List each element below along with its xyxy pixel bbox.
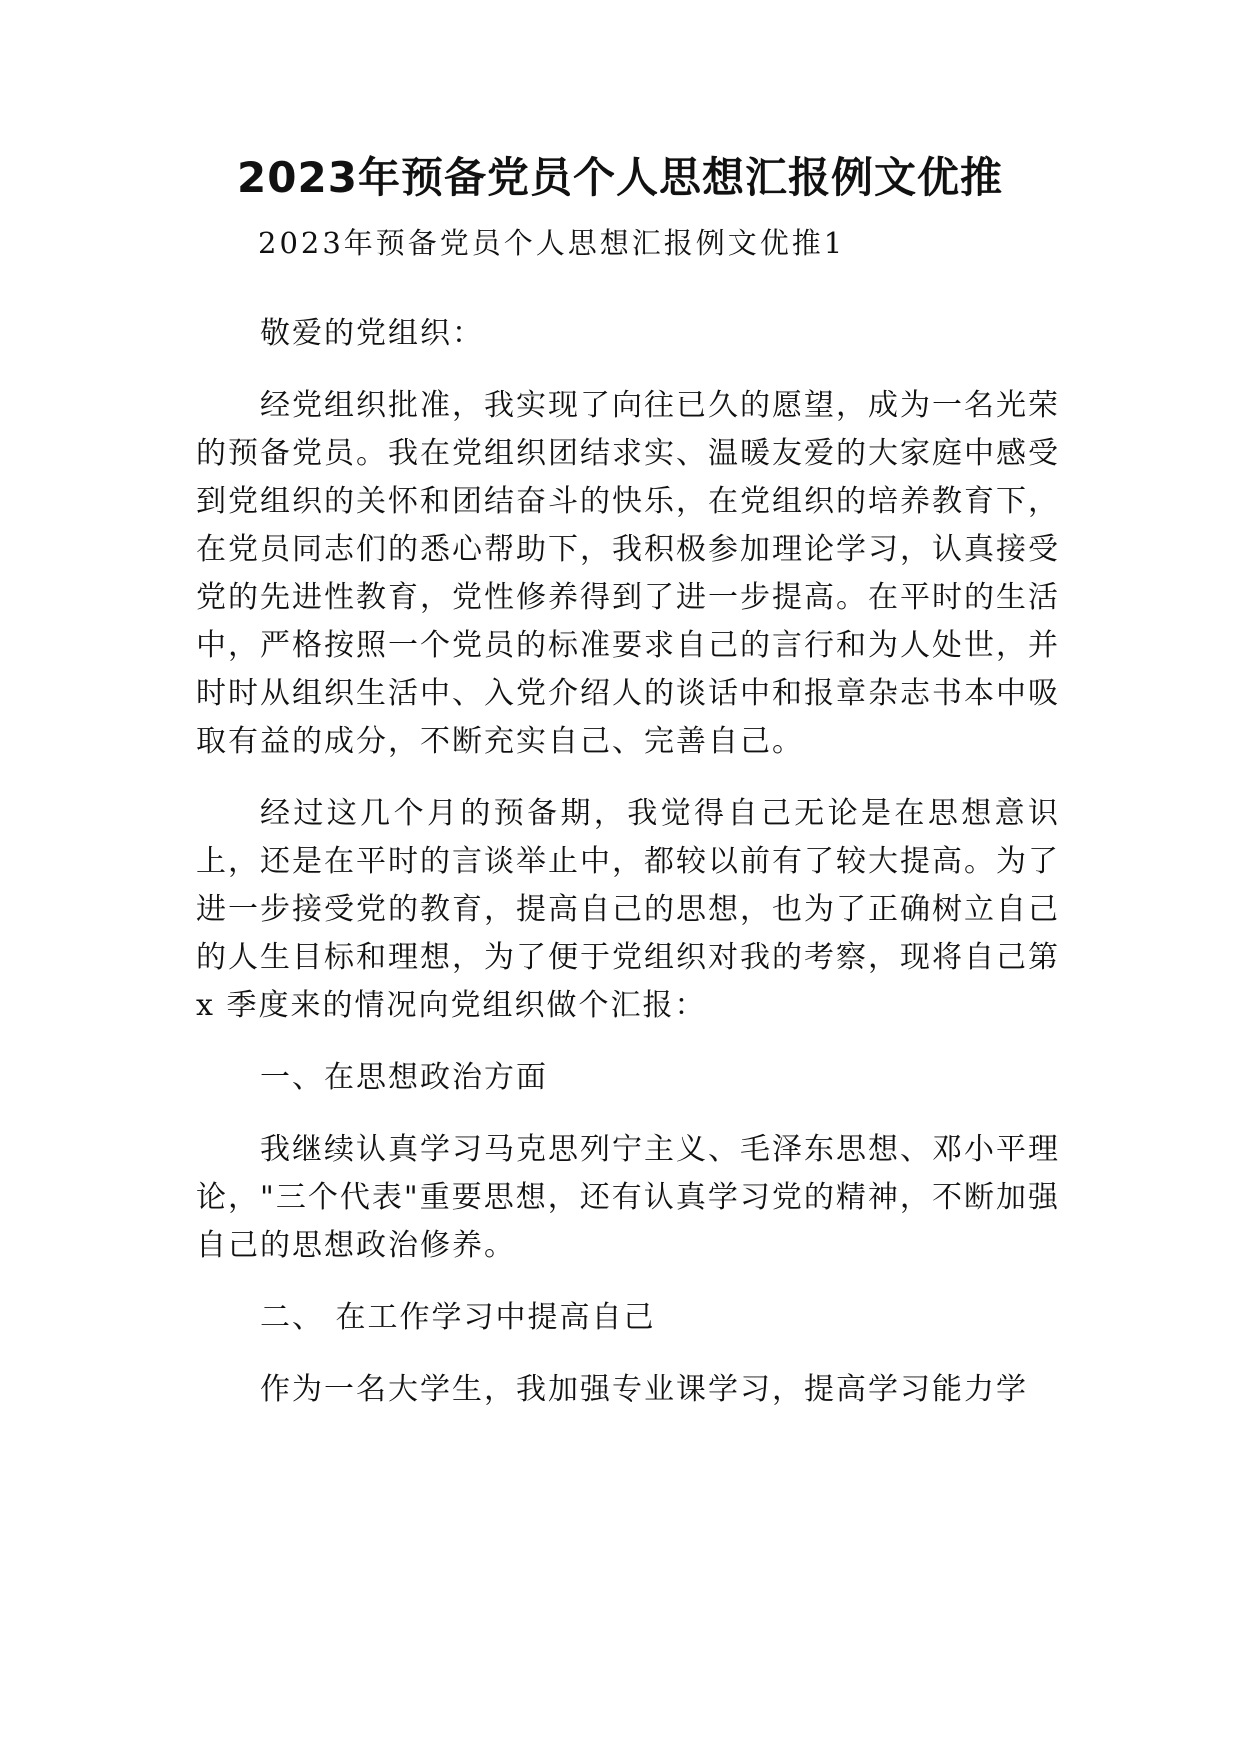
paragraph-2: 经过这几个月的预备期，我觉得自己无论是在思想意识上，还是在平时的言谈举止中，都较以前有了较大提高。为了进一步接受党的教育，提高自己的思想，也为了正确树立自己的人生目标和理想，为了便于党组织对我的考察，现将自己第x 季度来的情况向党组织做个汇报： <box>196 796 1060 1023</box>
section-1-heading: 一、在思想政治方面 <box>260 1060 548 1095</box>
document-body <box>196 310 1060 1438</box>
section-1-text: 我继续认真学习马克思列宁主义、毛泽东思想、邓小平理论，"三个代表"重要思想，还有认真学习党的精神，不断加强自己的思想政治修养。 <box>196 1132 1060 1263</box>
document-title: 2023年预备党员个人思想汇报例文优推 <box>237 153 1003 202</box>
section-2-heading: 二、 在工作学习中提高自己 <box>260 1300 656 1335</box>
greeting: 敬爱的党组织： <box>260 316 484 351</box>
section-2-text: 作为一名大学生，我加强专业课学习，提高学习能力学 <box>260 1372 1028 1407</box>
paragraph-1: 经党组织批准，我实现了向往已久的愿望，成为一名光荣的预备党员。我在党组织团结求实、温暖友爱的大家庭中感受到党组织的关怀和团结奋斗的快乐，在党组织的培养教育下，在党员同志们的悉心帮助下，我积极参加理论学习，认真接受党的先进性教育，党性修养得到了进一步提高。在平时的生活中，严格按照一个党员的标准要求自己的言行和为人处世，并时时从组织生活中、入党介绍人的谈话中和报章杂志书本中吸取有益的成分，不断充实自己、完善自己。 <box>196 388 1060 759</box>
document-subtitle: 2023年预备党员个人思想汇报例文优推1 <box>258 226 846 260</box>
